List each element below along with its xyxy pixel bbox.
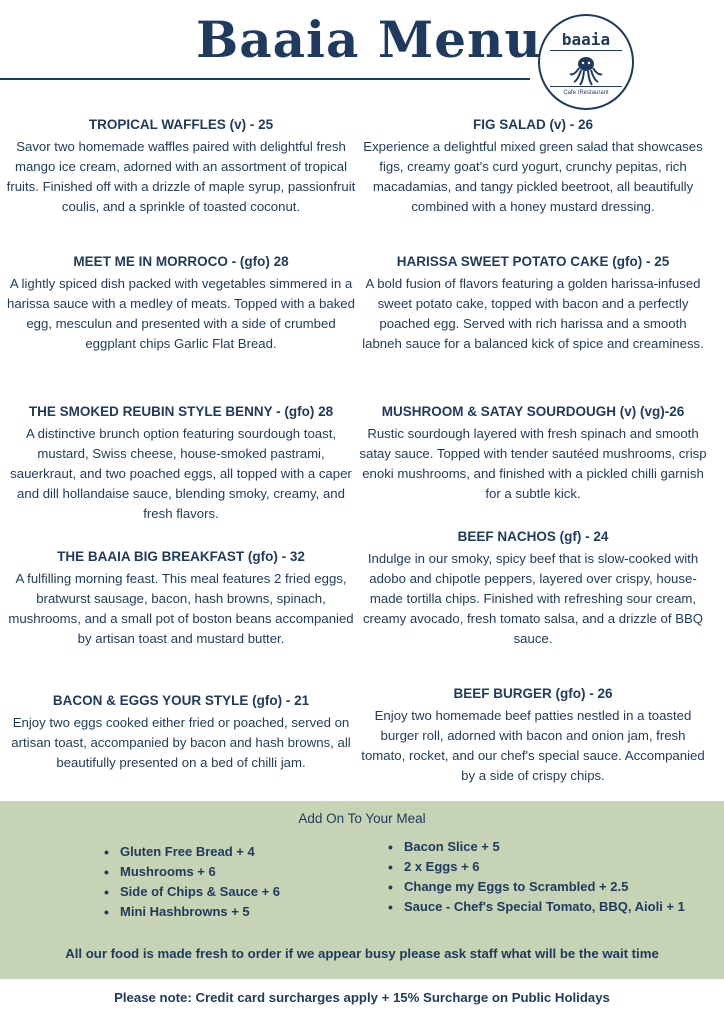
addons-list-left (104, 842, 280, 922)
page-title: Baaia Menu (196, 10, 542, 69)
menu-item-description: Savor two homemade waffles paired with delightful fresh mango ice cream, adorned with an assortment of tropical fruits. Finished off with a drizzle of maple syrup, passionfruit coulis, and a sprinkle of toasted coconut. (6, 139, 356, 214)
menu-item-description: A bold fusion of flavors featuring a golden harissa-infused sweet potato cake, topped with bacon and a perfectly poached egg. Served with rich harissa and a smooth labneh sauce for a balanced kick of spice and creaminess. (362, 276, 704, 351)
menu-item-description: Rustic sourdough layered with fresh spinach and smooth satay sauce. Topped with tender sautéed mushrooms, crisp enoki mushrooms, and finished with a pickled chilli garnish for a subtle kick. (359, 426, 707, 501)
logo-subtitle: Cafe /Restaurant (563, 90, 609, 96)
surcharge-note: Please note: Credit card surcharges apply + 15% Surcharge on Public Holidays (114, 990, 610, 1005)
menu-item-description: Enjoy two eggs cooked either fried or poached, served on artisan toast, accompanied by bacon and hash browns, all beautifully presented on a bed of chilli jam. (11, 715, 351, 770)
addon-item: • Sauce - Chef's Special Tomato, BBQ, Aioli + 1 (388, 897, 685, 917)
menu-item (0, 403, 362, 524)
logo-bottom-rule (550, 86, 622, 87)
addon-item: • Bacon Slice + 5 (388, 837, 685, 857)
menu-item-title: TROPICAL WAFFLES (v) - 25 (88, 117, 274, 132)
menu-item (352, 528, 714, 649)
menu-item-title: MEET ME IN MORROCO - (gfo) 28 (73, 254, 289, 269)
addon-item: • Mini Hashbrowns + 5 (104, 902, 280, 922)
menu-item-title: BEEF BURGER (gfo) - 26 (453, 686, 613, 701)
menu-item-title: HARISSA SWEET POTATO CAKE (gfo) - 25 (396, 254, 670, 269)
menu-item-description: A fulfilling morning feast. This meal features 2 fried eggs, bratwurst sausage, bacon, hash browns, spinach, mushrooms, and a small pot of boston beans accompanied by artisan toast and mustard butter. (8, 571, 354, 646)
menu-item (0, 548, 362, 649)
menu-item-title: FIG SALAD (v) - 26 (472, 117, 593, 132)
restaurant-logo (538, 14, 634, 110)
menu-item (352, 403, 714, 504)
addons-heading: Add On To Your Meal (298, 811, 426, 826)
addons-panel (0, 801, 724, 979)
menu-item-title: BACON & EGGS YOUR STYLE (gfo) - 21 (52, 693, 310, 708)
menu-item (352, 116, 714, 217)
addon-item: • 2 x Eggs + 6 (388, 857, 685, 877)
logo-name: baaia (561, 30, 611, 49)
addon-item: • Side of Chips & Sauce + 6 (104, 882, 280, 902)
addons-list-right (388, 837, 685, 917)
menu-item (352, 253, 714, 354)
header-divider (0, 78, 530, 80)
addon-item: • Gluten Free Bread + 4 (104, 842, 280, 862)
menu-item (0, 116, 362, 217)
menu-item-title: THE SMOKED REUBIN STYLE BENNY - (gfo) 28 (28, 404, 334, 419)
fresh-food-note: All our food is made fresh to order if we appear busy please ask staff what will be the wait time (65, 946, 659, 961)
menu-item (352, 685, 714, 786)
menu-item-title: MUSHROOM & SATAY SOURDOUGH (v) (vg)-26 (381, 404, 685, 419)
menu-item-description: Indulge in our smoky, spicy beef that is slow-cooked with adobo and chipotle peppers, layered over crispy, house-made tortilla chips. Finished with refreshing sour cream, creamy avocado, fresh tomato salsa, and a drizzle of BBQ sauce. (362, 551, 704, 646)
menu-item-title: THE BAAIA BIG BREAKFAST (gfo) - 32 (57, 549, 305, 564)
menu-item-title: BEEF NACHOS (gf) - 24 (457, 529, 609, 544)
addon-item: • Change my Eggs to Scrambled + 2.5 (388, 877, 685, 897)
menu-item-description: A lightly spiced dish packed with vegetables simmered in a harissa sauce with a medley of meats. Topped with a baked egg, mesculun and presented with a side of crumbed eggplant chips Garlic Flat Bread. (7, 276, 355, 351)
logo-top-rule (550, 50, 622, 51)
menu-item (0, 253, 362, 354)
menu-item-description: A distinctive brunch option featuring sourdough toast, mustard, Swiss cheese, house-smoked pastrami, sauerkraut, and two poached eggs, all topped with a caper and dill hollandaise sauce, blending smoky, creamy, and fresh flavors. (10, 426, 352, 521)
menu-item-description: Enjoy two homemade beef patties nestled in a toasted burger roll, adorned with bacon and onion jam, fresh tomato, rocket, and our chef's special sauce. Accompanied by a side of crispy chips. (361, 708, 705, 783)
octopus-icon (568, 54, 604, 86)
menu-item (0, 692, 362, 773)
addon-item: • Mushrooms + 6 (104, 862, 280, 882)
menu-item-description: Experience a delightful mixed green salad that showcases figs, creamy goat's curd yogurt, crunchy pepitas, rich macadamias, and tangy pickled beetroot, all beautifully combined with a honey mustard dressing. (363, 139, 703, 214)
